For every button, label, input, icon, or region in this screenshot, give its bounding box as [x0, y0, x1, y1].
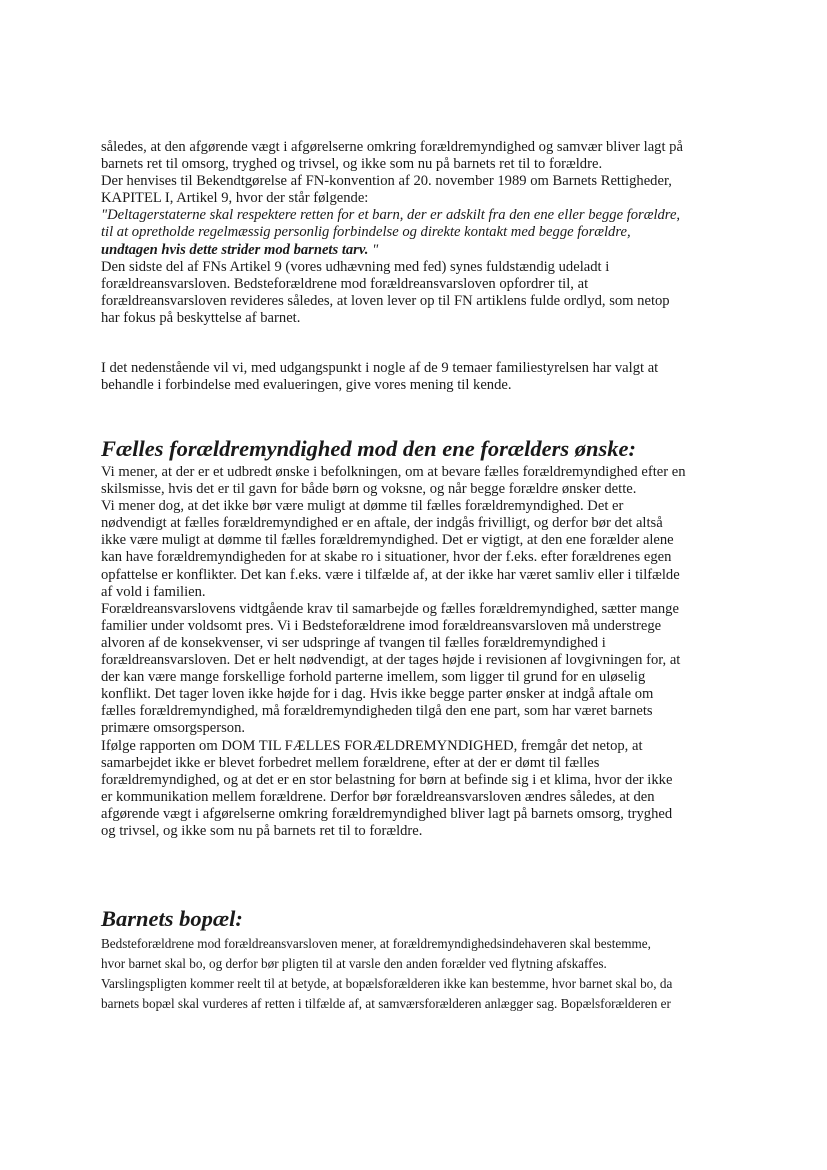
section-child-residence-body: [101, 934, 761, 1014]
section-heading-joint-custody: Fælles forældremyndighed mod den ene forælders ønske:: [101, 436, 636, 461]
text-line: forældreansvarsloven revideres således, at loven lever op til FN artiklens fulde ordlyd, som netop: [101, 292, 670, 309]
text-line: barnets ret til omsorg, tryghed og trivsel, og ikke som nu på barnets ret til to forældre.: [101, 156, 603, 173]
text-line: afgørende vægt i afgørelserne omkring forældremyndighed bliver lagt på barnets omsorg, tryghed: [101, 805, 673, 822]
text-line: fælles forældremyndighed, må forældremyndigheden tilgå den ene part, som har været barnets: [101, 703, 653, 720]
text-line: familier under voldsomt pres. Vi i Bedsteforældrene imod forældreansvarsloven må understrege: [101, 617, 662, 634]
text-line: og trivsel, og ikke som nu på barnets ret til to forældre.: [101, 822, 423, 839]
text-line: Den sidste del af FNs Artikel 9 (vores udhævning med fed) synes fuldstændig udeladt i: [101, 258, 610, 275]
quote-bold-text: undtagen hvis dette strider mod barnets tarv.: [101, 241, 369, 258]
text-line: forældreansvarsloven. Bedsteforældrene mod forældreansvarsloven opfordrer til, at: [101, 275, 589, 292]
section-heading-child-residence: Barnets bopæl:: [101, 906, 243, 931]
text-line: primære omsorgsperson.: [101, 720, 246, 737]
text-line: således, at den afgørende vægt i afgørelserne omkring forældremyndighed og samvær bliver lagt på: [101, 139, 683, 155]
text-line: er kommunikation mellem forældrene. Derfor bør forældreansvarsloven ændres således, at den: [101, 788, 655, 805]
text-line: konflikt. Det tager loven ikke højde for i dag. Hvis ikke begge parter ønsker at indgå aftale om: [101, 686, 654, 703]
text-line: Bedsteforældrene mod forældreansvarsloven mener, at forældremyndighedsindehaveren skal bestemme,: [101, 936, 651, 951]
text-line: Ifølge rapporten om DOM TIL FÆLLES FORÆLDREMYNDIGHED, fremgår det netop, at: [101, 737, 643, 754]
section-joint-custody-body: [101, 464, 761, 840]
text-line: opfattelse er konflikter. Det kan f.eks. være i tilfælde af, at der ikke har været samliv eller i tilfælde: [101, 566, 680, 583]
text-line: Der henvises til Bekendtgørelse af FN-konvention af 20. november 1989 om Barnets Rettigheder,: [101, 173, 672, 190]
text-line: nødvendigt at fælles forældremyndighed er en aftale, der indgås frivilligt, og derfor bør det altså: [101, 515, 663, 532]
text-line: Vi mener dog, at det ikke bør være muligt at dømme til fælles forældremyndighed. Det er: [101, 498, 624, 515]
text-line: kan have forældremyndigheden for at skabe ro i situationer, hvor der f.eks. efter forældrenes egen: [101, 549, 672, 566]
text-line: KAPITEL I, Artikel 9, hvor der står følgende:: [101, 190, 369, 207]
intro-paragraph-2: [101, 360, 761, 394]
text-line: af vold i familien.: [101, 583, 206, 600]
quote-line: "Deltagerstaterne skal respektere retten for et barn, der er adskilt fra den ene eller begge forældre,: [101, 207, 681, 224]
intro-paragraph: [101, 139, 761, 327]
text-line: der kan være mange forskellige forhold parterne imellem, som ligger til grund for en uløselig: [101, 669, 646, 686]
text-line: hvor barnet skal bo, og derfor bør pligten til at varsle den anden forælder ved flytning afskaffes.: [101, 956, 607, 971]
text-line: samarbejdet ikke er blevet forbedret mellem forældrene, efter at der er dømt til fælles: [101, 754, 600, 771]
text-line: Varslingspligten kommer reelt til at betyde, at bopælsforælderen ikke kan bestemme, hvor barnet skal bo, da: [101, 976, 673, 991]
text-line: ikke være muligt at dømme til fælles forældremyndighed. Det er vigtigt, at den ene forælder alene: [101, 532, 674, 549]
quote-end: ": [368, 241, 379, 258]
text-line: har fokus på beskyttelse af barnet.: [101, 309, 301, 326]
text-line: skilsmisse, hvis det er til gavn for både børn og voksne, og når begge forældre ønsker dette.: [101, 481, 637, 498]
text-line: forældreansvarsloven. Det er helt nødvendigt, at der tages højde i revisionen af lovgivningen for, at: [101, 652, 681, 669]
text-line: alvoren af de konsekvenser, vi ser udspringe af tvangen til fælles forældremyndighed i: [101, 634, 606, 651]
text-line: forældremyndighed, og at det er en stor belastning for børn at befinde sig i et klima, hvor der ikke: [101, 771, 673, 788]
text-line: Vi mener, at der er et udbredt ønske i befolkningen, om at bevare fælles forældremyndighed efter en: [101, 464, 686, 480]
quote-line-last: [101, 242, 761, 259]
text-line: behandle i forbindelse med evalueringen, give vores mening til kende.: [101, 377, 512, 394]
text-line: Forældreansvarslovens vidtgående krav til samarbejde og fælles forældremyndighed, sætter mange: [101, 600, 679, 617]
text-line: I det nedenstående vil vi, med udgangspunkt i nogle af de 9 temaer familiestyrelsen har valgt at: [101, 360, 659, 376]
text-line: barnets bopæl skal vurderes af retten i tilfælde af, at samværsforælderen anlægger sag. Bopælsforælderen er: [101, 996, 671, 1011]
quote-line: til at opretholde regelmæssig personlig forbindelse og direkte kontakt med begge forældre,: [101, 224, 631, 241]
